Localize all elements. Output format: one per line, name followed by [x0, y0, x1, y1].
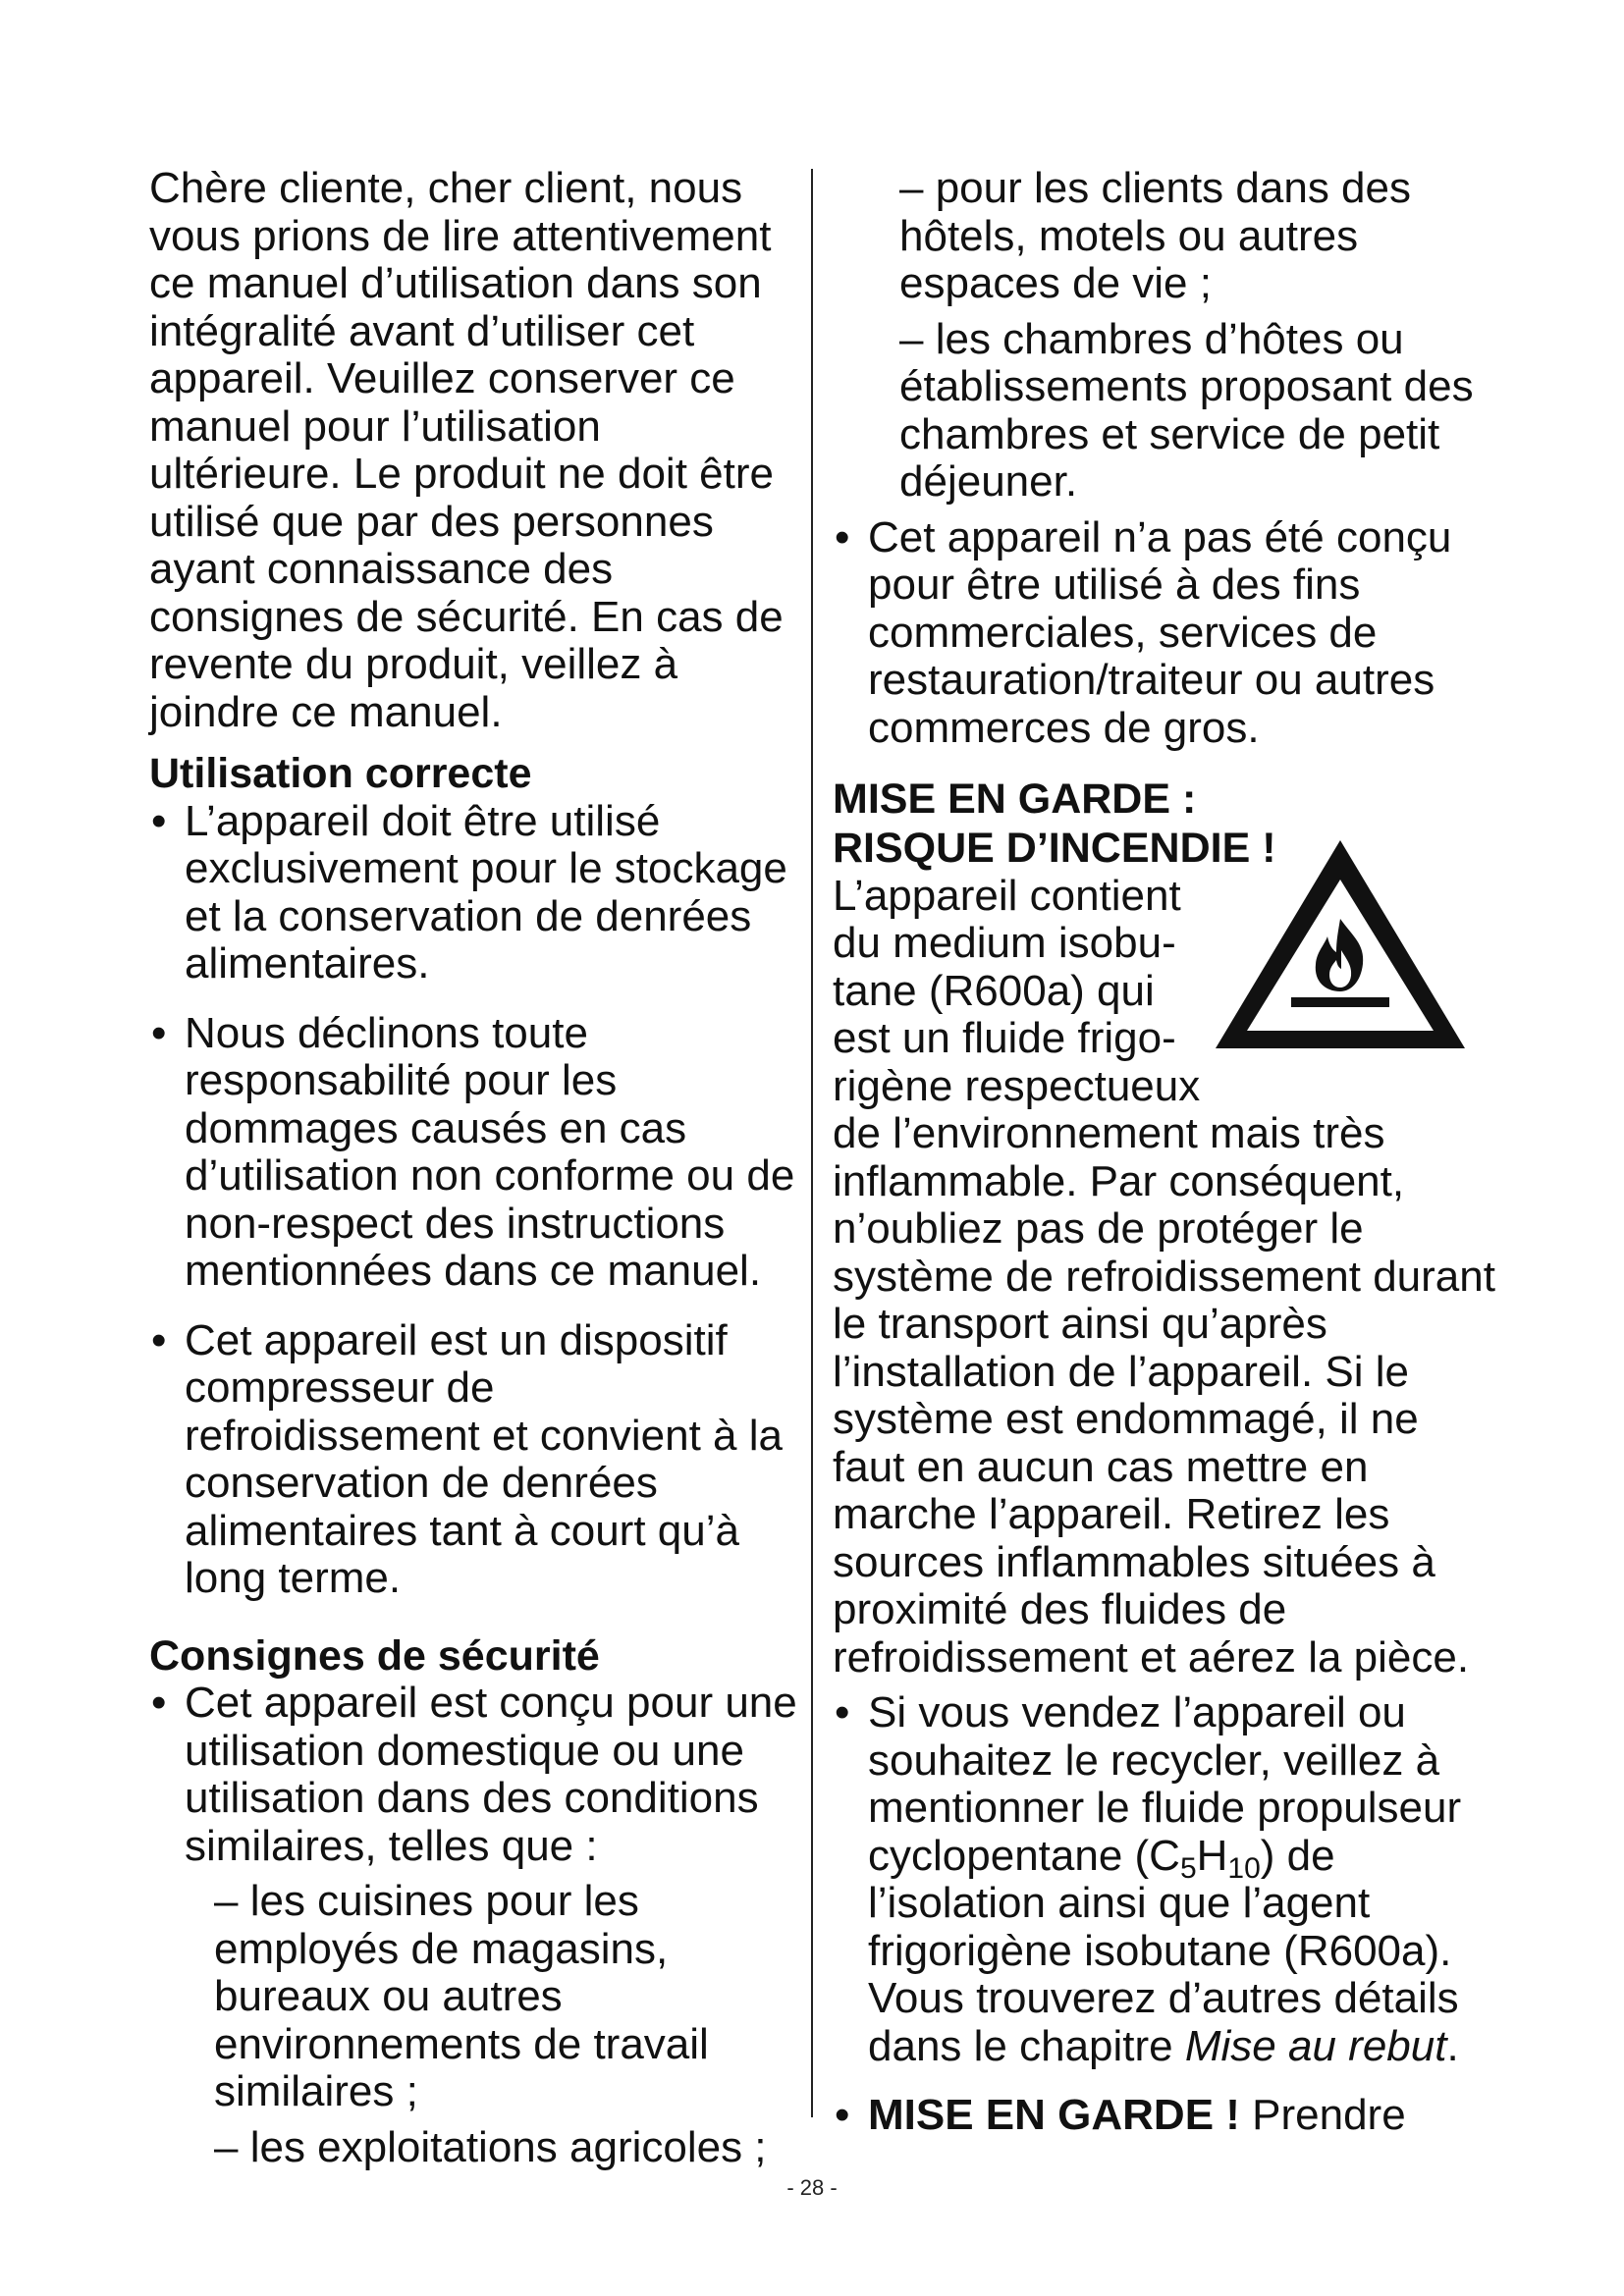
warning-line-3: tane (R600a) qui [833, 966, 1155, 1015]
left-column [149, 165, 797, 2179]
commercial-item: • Cet appareil n’a pas été conçu pour être utilisé à des fins commerciales, services de restauration/traiteur ou autres commerces de gros. [833, 514, 1500, 753]
warning-line-1: L’appareil contient [833, 871, 1181, 920]
recycle-sub-5: 5 [1179, 1851, 1197, 1885]
column-divider [811, 169, 813, 2117]
usage-item-2: • Nous déclinons toute responsabilité pour les dommages causés en cas d’utilisation non conforme ou de non-respect des instructions mentionnées dans ce manuel. [149, 1010, 797, 1296]
recycle-sub-10: 10 [1227, 1851, 1261, 1885]
right-column [833, 165, 1500, 2162]
dash-item-guesthouses-text: – les chambres d’hôtes ou établissements proposant des chambres et service de petit déjeuner. [899, 316, 1500, 507]
fire-warning-triangle-icon [1208, 834, 1473, 1060]
warning-line-4: est un fluide frigo- [833, 1014, 1176, 1062]
page-number: - 28 - [786, 2175, 838, 2200]
recycle-text-post: ) de l’isolation ainsi que l’agent frigorigène isobutane (R600a). Vous trouverez d’autres détails dans le chapitre [868, 1831, 1459, 2070]
recycle-text-end: . [1446, 2021, 1459, 2070]
recycle-chapter-ref: Mise au rebut [1184, 2021, 1447, 2070]
heading-usage: Utilisation correcte [149, 750, 532, 797]
last-warning-text: Prendre [1239, 2091, 1406, 2139]
warning-heading-1: MISE EN GARDE : [833, 775, 1197, 823]
dash-item-farms [149, 2124, 797, 2172]
heading-safety: Consignes de sécurité [149, 1631, 600, 1680]
dash-item-hotels [833, 165, 1500, 308]
warning-line-2: du medium isobu- [833, 919, 1176, 967]
last-warning-item [833, 2092, 1500, 2140]
warning-text-rest: de l’environnement mais très inflammable. Par conséquent, n’oubliez pas de protéger le système de refroidissement durant le transport ainsi qu’après l’installation de l’appareil. Si le système est endommagé, il ne faut en aucun cas mettre en marche l’appareil. Retirez les sources inflammables situées à proximité des fluides de refroidissement et aérez la pièce. [833, 1109, 1495, 1682]
dash-item-kitchens [149, 1878, 797, 2116]
dash-item-hotels-text: – pour les clients dans des hôtels, motels ou autres espaces de vie ; [899, 165, 1500, 308]
usage-item-3: • Cet appareil est un dispositif compresseur de refroidissement et convient à la conservation de denrées alimentaires tant à court qu’à long terme. [149, 1317, 797, 1603]
warning-line-5: rigène respectueux [833, 1061, 1201, 1110]
usage-item-1: • L’appareil doit être utilisé exclusivement pour le stockage et la conservation de denrées alimentaires. [149, 798, 797, 988]
recycle-text-h: H [1196, 1831, 1228, 1880]
dash-item-kitchens-text: – les cuisines pour les employés de magasins, bureaux ou autres environnements de travail similaires ; [214, 1878, 797, 2116]
last-warning-bold: MISE EN GARDE ! [868, 2091, 1240, 2139]
fire-warning-block [833, 774, 1500, 1682]
recycle-item [833, 1689, 1500, 2070]
warning-text-start [833, 873, 1216, 1111]
safety-item: • Cet appareil est conçu pour une utilisation domestique ou une utilisation dans des conditions similaires, telles que : [149, 1680, 797, 1870]
recycle-text-pre: Si vous vendez l’appareil ou souhaitez le recycler, veillez à mentionner le fluide propulseur cyclopentane (C [868, 1688, 1462, 1880]
dash-item-guesthouses [833, 316, 1500, 507]
warning-heading-2: RISQUE D’INCENDIE ! [833, 825, 1276, 872]
intro-paragraph: Chère cliente, cher client, nous vous prions de lire attentivement ce manuel d’utilisation dans son intégralité avant d’utiliser cet appareil. Veuillez conserver ce manuel pour l’utilisation ultérieure. Le produit ne doit être utilisé que par des personnes ayant connaissance des consignes de sécurité. En cas de revente du produit, veillez à joindre ce manuel. [149, 164, 784, 736]
dash-item-farms-text: – les exploitations agricoles ; [214, 2124, 797, 2172]
